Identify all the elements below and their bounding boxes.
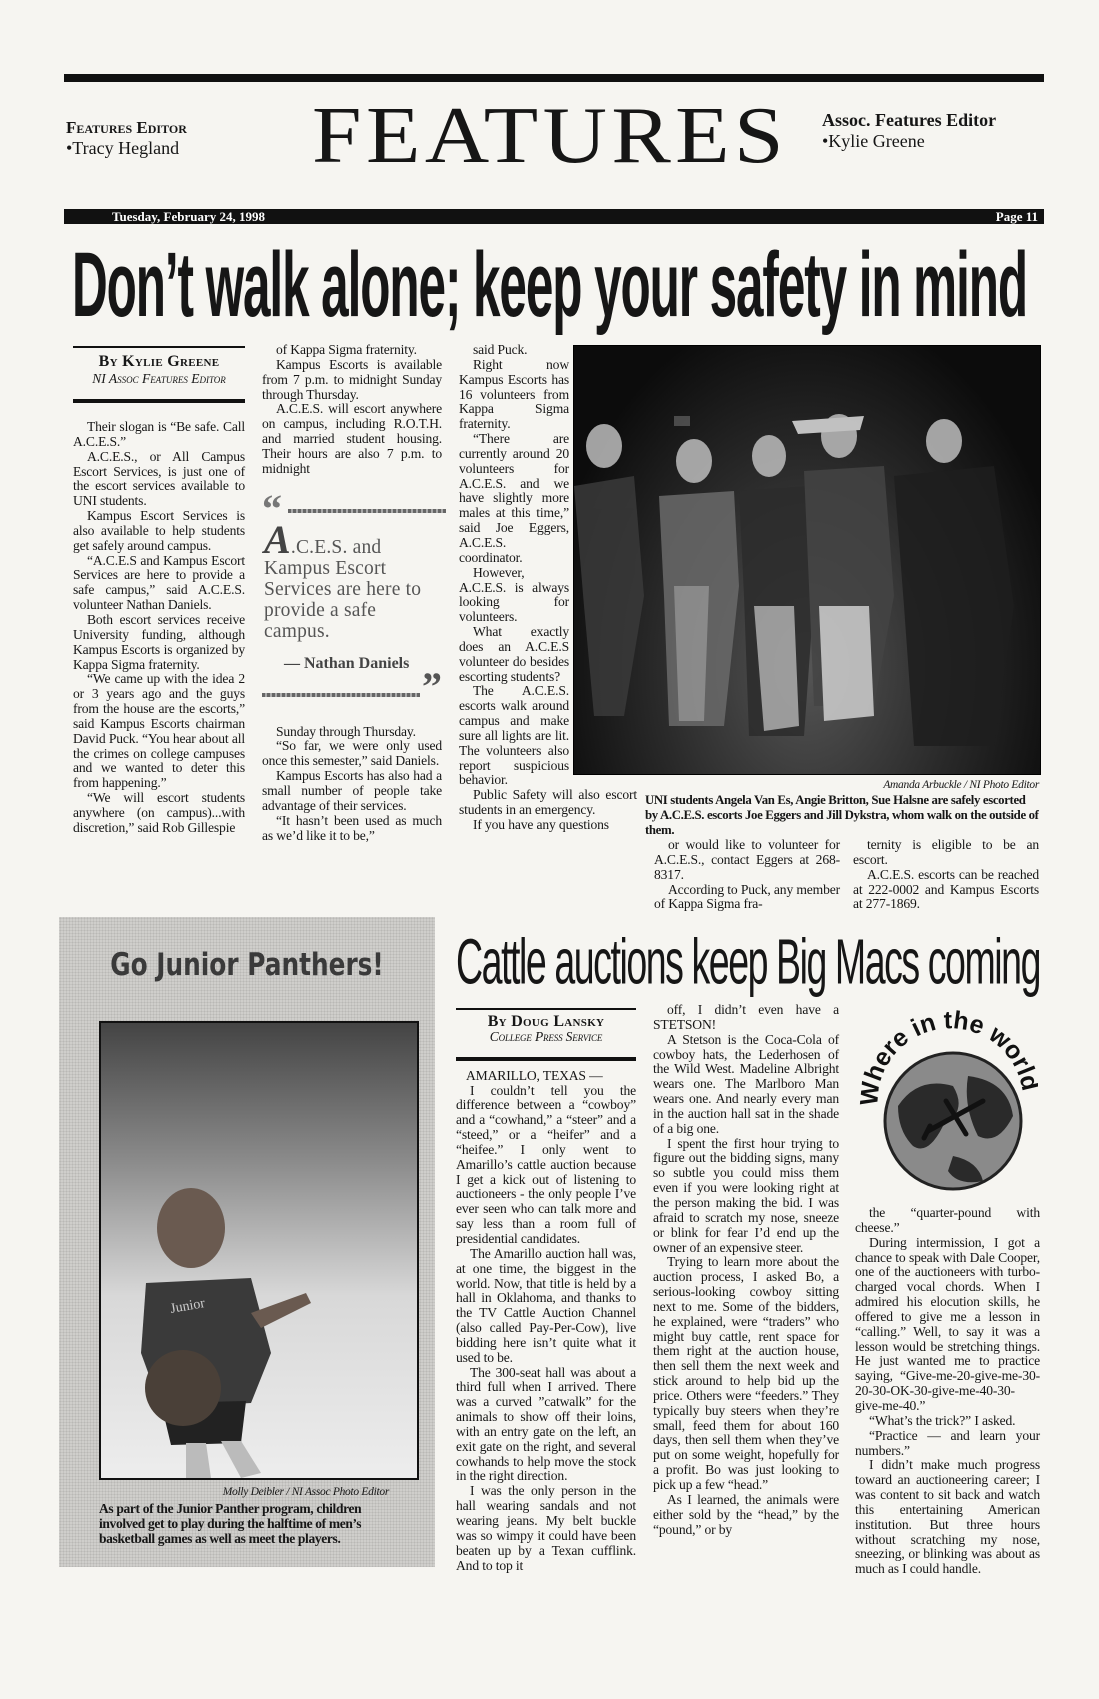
issue-date: Tuesday, February 24, 1998 (112, 209, 266, 224)
cattle-headline: Cattle auctions keep Big Macs coming (456, 924, 1040, 998)
paragraph: off, I didn’t even have a STETSON! (653, 1002, 839, 1032)
editor-title: Features Editor (66, 118, 187, 137)
pull-quote-text: .C.E.S. and Kampus Escort Services are here to provide a safe campus. (264, 536, 422, 642)
pull-quote-attribution: — Nathan Daniels (284, 654, 410, 672)
section-title-wrap (312, 92, 788, 180)
article1-column-3-top (459, 343, 569, 788)
article1-column-2 (262, 343, 442, 843)
paragraph: Both escort services receive University funding, although Kampus Escorts is organized by Kappa Sigma fraternity. (73, 611, 245, 672)
paragraph: I was the only person in the hall wearing sandals and not wearing jeans. My belt buckle was so wimpy it could have been beaten up by a Texan cufflink. And to top it (456, 1483, 636, 1573)
cattle-column-2 (653, 1003, 839, 1537)
dateline: AMARILLO, TEXAS — (466, 1067, 603, 1083)
paragraph: Kampus Escort Services is also available to help students get safely around campus. (73, 508, 245, 553)
paragraph: Their slogan is “Be safe. Call A.C.E.S.” (73, 419, 245, 449)
paragraph: “What’s the trick?” I asked. (869, 1412, 1016, 1428)
paragraph: “A.C.E.S and Kampus Escort Services are here to provide a safe campus,” said A.C.E.S. volunteer Nathan Daniels. (73, 552, 245, 613)
cattle-column-1 (456, 1008, 636, 1573)
pull-quote-bottom-rule (262, 693, 420, 697)
paragraph: The 300-seat hall was about a third full when I arrived. There was a curved ”catwalk” for the animals to show off their loins, with an entry gate on the left, an exit gate on the right, and several cowhands to help move the stock in the right direction. (456, 1364, 636, 1484)
paragraph: “We will escort students anywhere (on campus)...with discretion,” said Rob Gillespie (73, 790, 245, 835)
cattle-headline-wrap (456, 924, 1040, 998)
paragraph: According to Puck, any member of Kappa Sigma fra- (654, 881, 840, 912)
close-quote-icon: ” (422, 663, 442, 709)
paragraph: said Puck. (473, 342, 528, 357)
paragraph: Right now Kampus Escorts has 16 volunteers from Kappa Sigma fraternity. (459, 356, 569, 432)
graphic-title: Where in the worl (858, 1006, 1038, 1107)
headline: Don’t walk alone; keep your safety in mind (72, 234, 1027, 336)
paragraph: or would like to volunteer for A.C.E.S., contact Eggers at 268-8317. (654, 837, 840, 882)
paragraph: I didn’t make much progress toward an auctioneering career; I was content to sit back and watch this entertaining American institution. But three hours without scratching my nose, sneezing, or blinking was about as much as I could handle. (855, 1457, 1040, 1577)
paragraph: Sunday through Thursday. (276, 723, 416, 739)
pull-quote-top-rule (288, 509, 446, 513)
paragraph: “It hasn’t been used as much as we’d like it to be,” (262, 812, 442, 843)
byline-name: By Kylie Greene (98, 353, 220, 370)
assoc-editor-title: Assoc. Features Editor (822, 110, 997, 130)
paragraph: I couldn’t tell you the difference between a “cowboy” and a “cowhand,” a “steer” and a “steed,” or a “heifer” and a “heifee.” I only went to Amarillo’s cattle auction because I get a kick out of listening to auctioneers - the only people I’ve ever seen who can talk more and say less than a room full of presidential candidates. (456, 1082, 636, 1246)
date-bar (64, 209, 1044, 224)
paragraph: The A.C.E.S. escorts walk around campus and make sure all lights are lit. The volunteers also report suspicious behavior. (459, 683, 569, 788)
paragraph: “Practice — and learn your numbers.” (855, 1427, 1040, 1458)
paragraph: However, A.C.E.S. is always looking for volunteers. (459, 564, 569, 625)
cattle-byline (456, 1008, 636, 1061)
where-in-the-world-graphic (858, 996, 1038, 1201)
paragraph: Public Safety will also escort students in an emergency. (459, 787, 637, 818)
cattle-byline-name: By Doug Lansky (487, 1013, 605, 1030)
basketball-player-figure (101, 1023, 417, 1478)
article1-column-3-bottom (459, 788, 637, 833)
article1-column-1 (73, 420, 245, 836)
assoc-editor-credit (822, 110, 996, 152)
paragraph: During intermission, I got a chance to speak with Dale Cooper, one of the auctioneers with turbo-charged vocal chords. When I admired his elocution skills, he offered to give me a lesson in “calling.” Well, to say it was a lesson would be stretching things. He just wanted me to practice saying, “Give-me-20-give-me-30-20-30-OK-30-give-me-40-30-give-me-40.” (855, 1234, 1040, 1413)
paragraph: I spent the first hour trying to figure out the bidding signs, many so subtle you could miss them even if you were looking right at the person making the bid. I was afraid to scratch my nose, sneeze or blink for fear I’d end up the owner of an expensive steer. (653, 1135, 839, 1255)
paragraph: A.C.E.S., or All Campus Escort Services, is just one of the escort services available to UNI students. (73, 448, 245, 509)
junior-panthers-box (59, 917, 435, 1567)
pull-quote-drop-letter: A (264, 516, 291, 562)
paragraph: “There are currently around 20 volunteers for A.C.E.S. and we have slightly more males at this time,” said Joe Eggers, A.C.E.S. coordinator. (459, 431, 569, 565)
article1-column-2-top (262, 343, 442, 477)
junior-panthers-caption: As part of the Junior Panther program, children involved get to play during the halftime of men’s basketball games as well as meet the players. (99, 1501, 362, 1546)
byline-org: NI Assoc Features Editor (92, 371, 226, 386)
paragraph: Trying to learn more about the auction process, I asked Bo, a serious-looking cowboy sitting next to me. Some of the bidders, he explained, were “traders” who might buy cattle, rent space for them right at the auction house, then sell them the next week and stick around to help bid up the price. Others were “feeders.” They typically buy steers when they’re small, feed them for about 160 days, then sell them when they’ve put on some weight, hopefully for a profit. Bo was just looking to pick up a few “head.” (653, 1254, 839, 1492)
paragraph: ternity is eligible to be an escort. (853, 837, 1039, 867)
paragraph: A.C.E.S. will escort anywhere on campus, including R.O.T.H. and married student housing. Their hours are also 7 p.m. to midnight (262, 401, 442, 476)
pull-quote (262, 485, 446, 709)
assoc-editor-name: •Kylie Greene (822, 131, 925, 151)
jersey-text: Junior (169, 1296, 207, 1317)
top-rule (64, 74, 1044, 82)
cattle-byline-org: College Press Service (489, 1028, 603, 1044)
junior-panthers-title: Go Junior Panthers! (110, 947, 384, 983)
paragraph: of Kappa Sigma fraternity. (276, 342, 417, 357)
paragraph: If you have any questions (473, 817, 609, 832)
paragraph: “So far, we were only used once this semester,” said Daniels. (262, 738, 442, 769)
article1-column-2-bottom (262, 725, 442, 844)
editor-name: •Tracy Hegland (66, 138, 180, 158)
paragraph: “We came up with the idea 2 or 3 years ago and the guys from the house are the escorts,” said Kampus Escorts chairman David Puck. “You hear about all the crimes on college campuses and we wanted to deter this from happening.” (73, 671, 245, 791)
paragraph: Kampus Escorts has also had a small number of people take advantage of their services. (262, 768, 442, 813)
section-title: FEATURES (312, 92, 788, 180)
cattle-column-1-body (456, 1084, 636, 1574)
paragraph: the “quarter-pound with cheese.” (855, 1205, 1040, 1235)
escort-photo-figures (574, 346, 1040, 774)
paragraph: The Amarillo auction hall was, at one time, the biggest in the world. Now, that title is held by a hall in Oklahoma, and thanks to the TV Cattle Auction Channel (also called Pay-Per-Cow), live bidding here isn’t quite what it used to be. (456, 1245, 636, 1365)
junior-panthers-photo (99, 1021, 419, 1480)
paragraph: What exactly does an A.C.E.S volunteer do besides escorting students? (459, 624, 569, 684)
junior-panthers-credit: Molly Deibler / NI Assoc Photo Editor (222, 1486, 389, 1498)
paragraph: A Stetson is the Coca-Cola of cowboy hats, the Lederhosen of the Wild West. Madeline Albright wears one. The Marlboro Man wears one. And nearly every man in the auction hall sat in the shade of a big one. (653, 1031, 839, 1136)
article1-column-4 (654, 838, 840, 912)
escort-photo (573, 345, 1041, 775)
page-number: Page 11 (995, 209, 1038, 224)
paragraph: As I learned, the animals were either sold by the “head,” by the “pound,” or by (653, 1491, 839, 1537)
open-quote-icon: “ (262, 485, 282, 531)
cattle-column-3 (855, 1206, 1040, 1577)
paragraph: Kampus Escorts is available from 7 p.m. to midnight Sunday through Thursday. (262, 356, 442, 402)
headline-wrap (72, 234, 1027, 336)
photo-caption: UNI students Angela Van Es, Angie Britton, Sue Halsne are safely escorted by A.C.E.S. escorts Joe Eggers and Jill Dykstra, whom walk on the outside of them. (645, 793, 1039, 837)
editor-credit (66, 118, 187, 159)
byline (73, 346, 245, 403)
paragraph: A.C.E.S. escorts can be reached at 222-0002 and Kampus Escorts at 277-1869. (853, 866, 1039, 912)
photo-credit: Amanda Arbuckle / NI Photo Editor (883, 779, 1039, 791)
article1-column-5 (853, 838, 1039, 912)
